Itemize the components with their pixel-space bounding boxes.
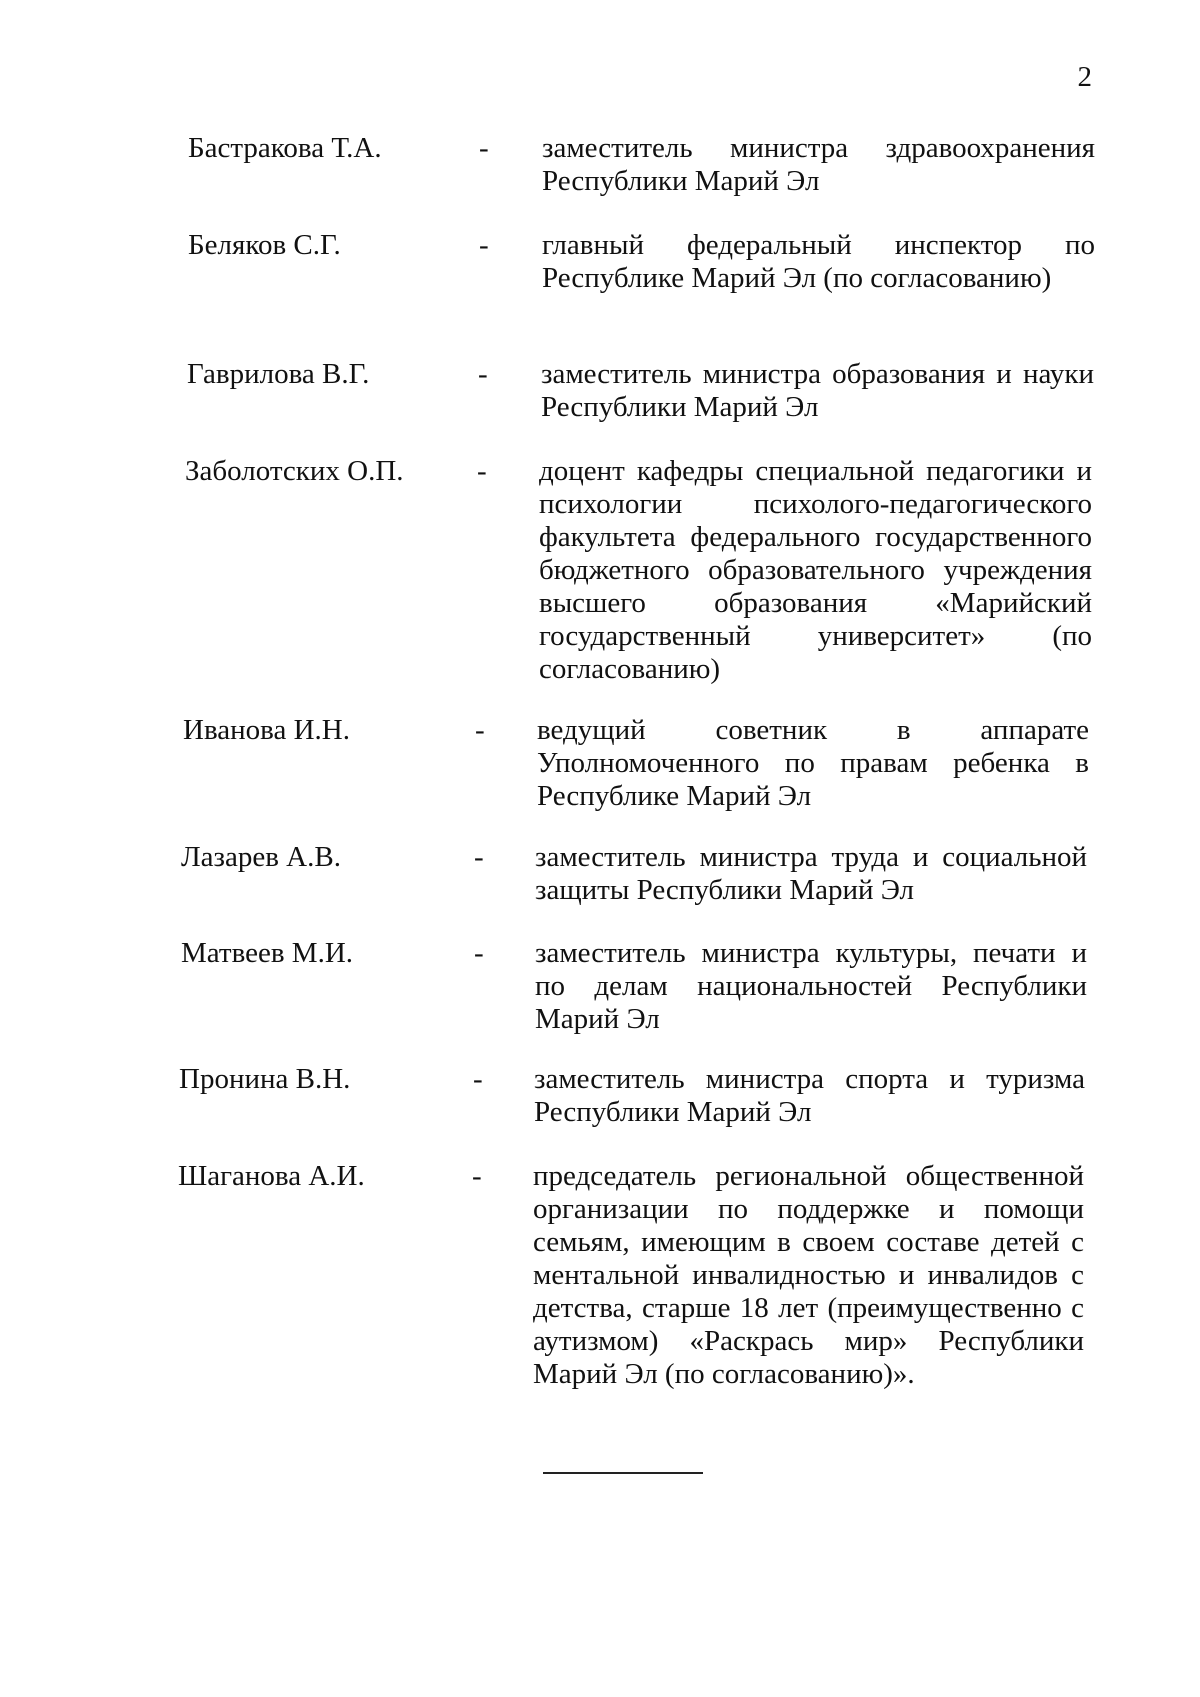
closing-rule [543, 1472, 703, 1474]
member-role: заместитель министра культуры, печати и по делам национальностей Республики Марий Эл [535, 937, 1087, 1035]
member-name: Лазарев А.В. [181, 841, 341, 873]
member-role: заместитель министра образования и науки Республики Марий Эл [541, 358, 1094, 423]
entry-dash: - [475, 714, 485, 746]
member-name: Матвеев М.И. [181, 937, 354, 969]
entry-dash: - [473, 1063, 483, 1095]
member-role: доцент кафедры специальной педагогики и психологии психолого-педагогического факультета федерального государственного бюджетного образовательного учреждения высшего образования «Марийский государственный университет» (по согласованию) [539, 455, 1092, 685]
entry-dash: - [474, 841, 484, 873]
member-role: главный федеральный инспектор по Республике Марий Эл (по согласованию) [542, 229, 1095, 294]
member-name: Пронина В.Н. [179, 1063, 351, 1095]
member-name: Иванова И.Н. [183, 714, 350, 746]
entry-dash: - [477, 455, 487, 487]
member-name: Бастракова Т.А. [188, 132, 382, 164]
member-role: ведущий советник в аппарате Уполномоченного по правам ребенка в Республике Марий Эл [537, 714, 1089, 812]
entry-dash: - [479, 229, 489, 261]
page-number: 2 [1077, 61, 1092, 93]
member-role: заместитель министра спорта и туризма Республики Марий Эл [534, 1063, 1085, 1128]
member-name: Беляков С.Г. [188, 229, 341, 261]
member-role: заместитель министра здравоохранения Республики Марий Эл [542, 132, 1095, 197]
entry-dash: - [478, 358, 488, 390]
entry-dash: - [479, 132, 489, 164]
member-role: заместитель министра труда и социальной защиты Республики Марий Эл [535, 841, 1087, 906]
member-name: Заболотских О.П. [185, 455, 404, 487]
member-role: председатель региональной общественной организации по поддержке и помощи семьям, имеющим в своем составе детей с ментальной инвалидностью и инвалидов с детства, старше 18 лет (преимущественно с аутизмом) «Раскрась мир» Республики Марий Эл (по согласованию)». [533, 1160, 1084, 1390]
entry-dash: - [474, 937, 484, 969]
member-name: Гаврилова В.Г. [187, 358, 370, 390]
entry-dash: - [472, 1160, 482, 1192]
member-name: Шаганова А.И. [178, 1160, 365, 1192]
